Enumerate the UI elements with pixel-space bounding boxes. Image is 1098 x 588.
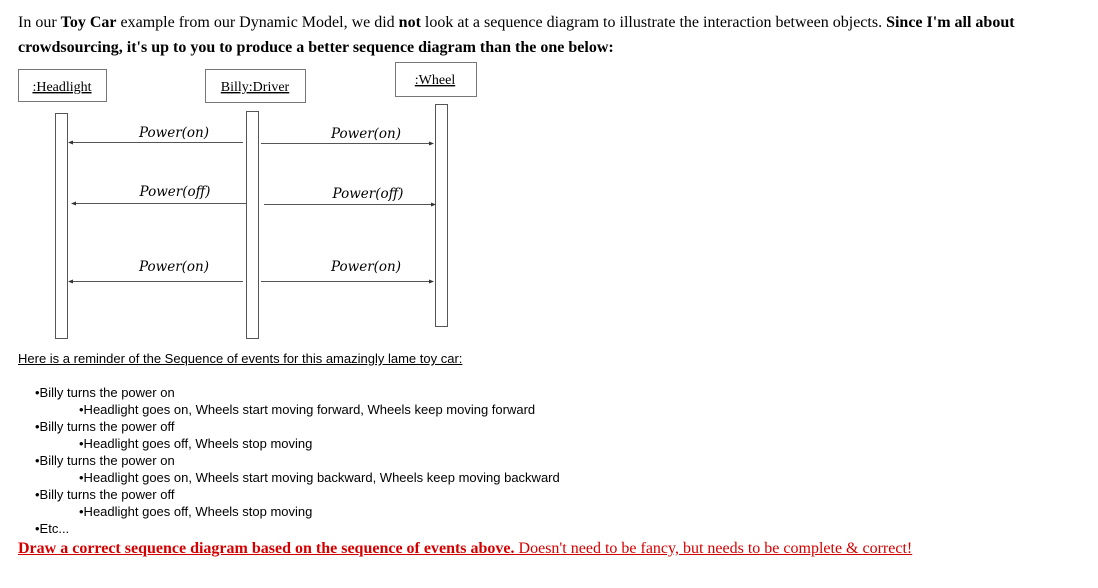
intro-bold-not: not xyxy=(398,14,421,31)
event-item: •Etc... xyxy=(35,521,70,536)
message-arrow-3 xyxy=(71,202,246,206)
lifeline-wheel xyxy=(436,105,448,327)
event-subitem: •Headlight goes on, Wheels start moving backward, Wheels keep moving backward xyxy=(79,470,560,485)
message-arrow-4 xyxy=(264,203,436,207)
message-label-4: Power(off) xyxy=(332,186,404,202)
message-arrow-2 xyxy=(261,142,434,146)
message-arrow-6 xyxy=(261,280,434,284)
event-item: •Billy turns the power on xyxy=(35,385,175,400)
intro-text-1: In our xyxy=(18,14,61,31)
lifeline-headlight xyxy=(56,114,68,339)
message-arrow-1 xyxy=(68,141,243,145)
object-label-driver: Billy:Driver xyxy=(220,80,290,95)
intro-bold-crowdsourcing: Since I'm all about crowdsourcing, it's up to you to produce a better sequence diagram than the one below: xyxy=(18,14,1015,56)
intro-bold-toy-car: Toy Car xyxy=(60,14,117,31)
message-label-3: Power(off) xyxy=(139,184,211,200)
message-label-6: Power(on) xyxy=(330,259,402,275)
event-subitem: •Headlight goes on, Wheels start moving forward, Wheels keep moving forward xyxy=(79,402,536,417)
assignment-instruction xyxy=(18,540,912,558)
assignment-instruction-bold: Draw a correct sequence diagram based on the sequence of events above. xyxy=(18,540,515,557)
assignment-instruction-rest: Doesn't need to be fancy, but needs to be complete & correct! xyxy=(514,540,913,557)
event-list xyxy=(35,384,560,537)
object-label-wheel: :Wheel xyxy=(414,73,456,88)
sequence-reminder-heading: Here is a reminder of the Sequence of events for this amazingly lame toy car: xyxy=(18,351,463,366)
event-subitem: •Headlight goes off, Wheels stop moving xyxy=(79,504,313,519)
object-label-headlight: :Headlight xyxy=(32,80,92,95)
event-item: •Billy turns the power on xyxy=(35,453,175,468)
intro-text-2: example from our Dynamic Model, we did xyxy=(116,14,399,31)
event-subitem: •Headlight goes off, Wheels stop moving xyxy=(79,436,313,451)
message-arrow-5 xyxy=(68,280,243,284)
lifeline-driver xyxy=(247,112,259,339)
message-label-1: Power(on) xyxy=(138,125,210,141)
event-item: •Billy turns the power off xyxy=(35,487,175,502)
intro-text-3: look at a sequence diagram to illustrate the interaction between objects. xyxy=(420,14,887,31)
event-item: •Billy turns the power off xyxy=(35,419,175,434)
message-label-2: Power(on) xyxy=(330,126,402,142)
message-label-5: Power(on) xyxy=(138,259,210,275)
